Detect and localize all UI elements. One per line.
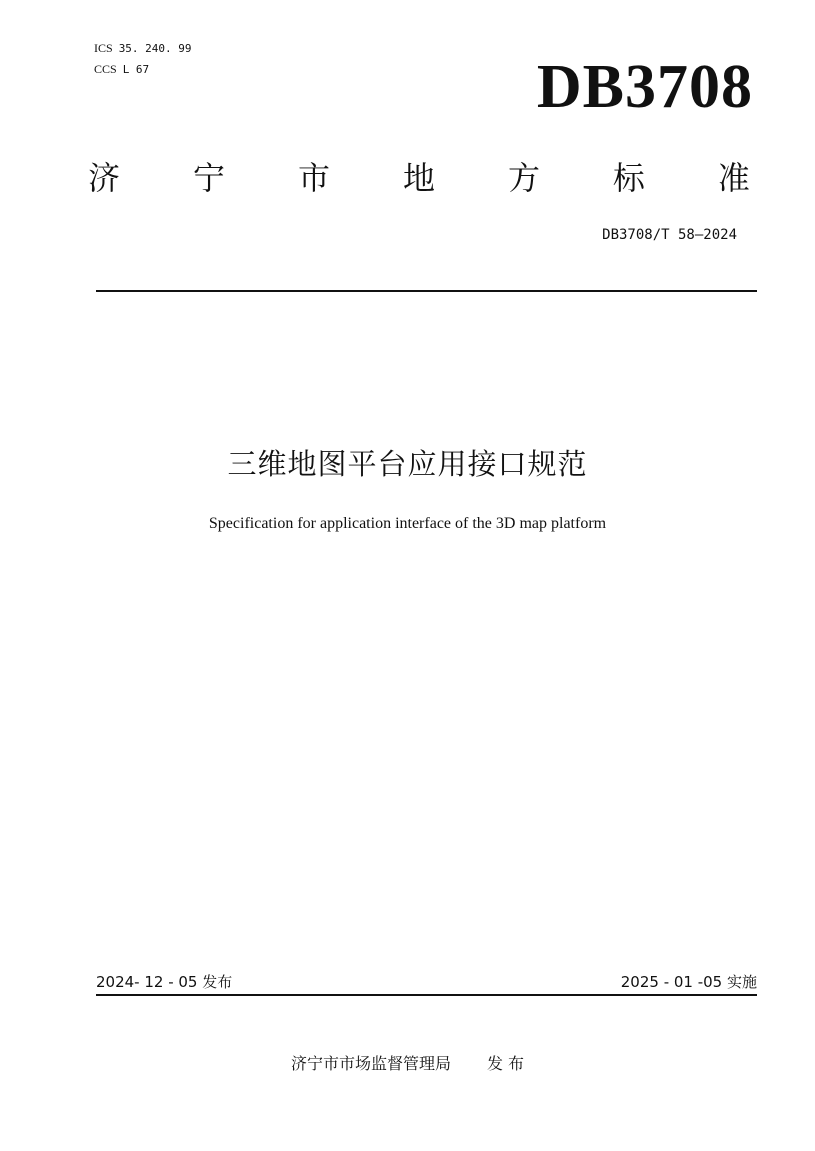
- standard-type-char: 准: [717, 159, 750, 197]
- ics-label: ICS: [94, 41, 113, 55]
- standard-type-char: 标: [612, 159, 645, 197]
- publisher-line: [0, 1053, 815, 1075]
- ccs-classification: [94, 62, 149, 77]
- standard-type: [88, 158, 750, 198]
- standard-type-char: 济: [88, 159, 121, 197]
- header-divider: [96, 290, 757, 292]
- standard-type-char: 市: [297, 159, 330, 197]
- standard-number: DB3708/T 58—2024: [602, 227, 737, 243]
- publish-label: 发 布: [486, 1054, 525, 1073]
- implement-date: 2025 - 01 -05 实施: [620, 973, 757, 991]
- standard-type-char: 宁: [192, 159, 225, 197]
- standard-type-char: 方: [507, 159, 540, 197]
- ics-classification: [94, 41, 192, 56]
- footer-divider: [96, 994, 757, 996]
- standard-type-char: 地: [402, 159, 435, 197]
- ccs-label: CCS: [94, 62, 117, 76]
- document-title-chinese: 三维地图平台应用接口规范: [227, 447, 588, 481]
- ics-code: 35. 240. 99: [118, 42, 192, 55]
- db-code: DB3708: [536, 53, 753, 121]
- document-title-english: Specification for application interface of the 3D map platform: [208, 515, 607, 532]
- release-date: 2024- 12 - 05 发布: [96, 973, 233, 991]
- ccs-code: L 67: [122, 63, 150, 76]
- publisher-name: 济宁市市场监督管理局: [290, 1054, 451, 1073]
